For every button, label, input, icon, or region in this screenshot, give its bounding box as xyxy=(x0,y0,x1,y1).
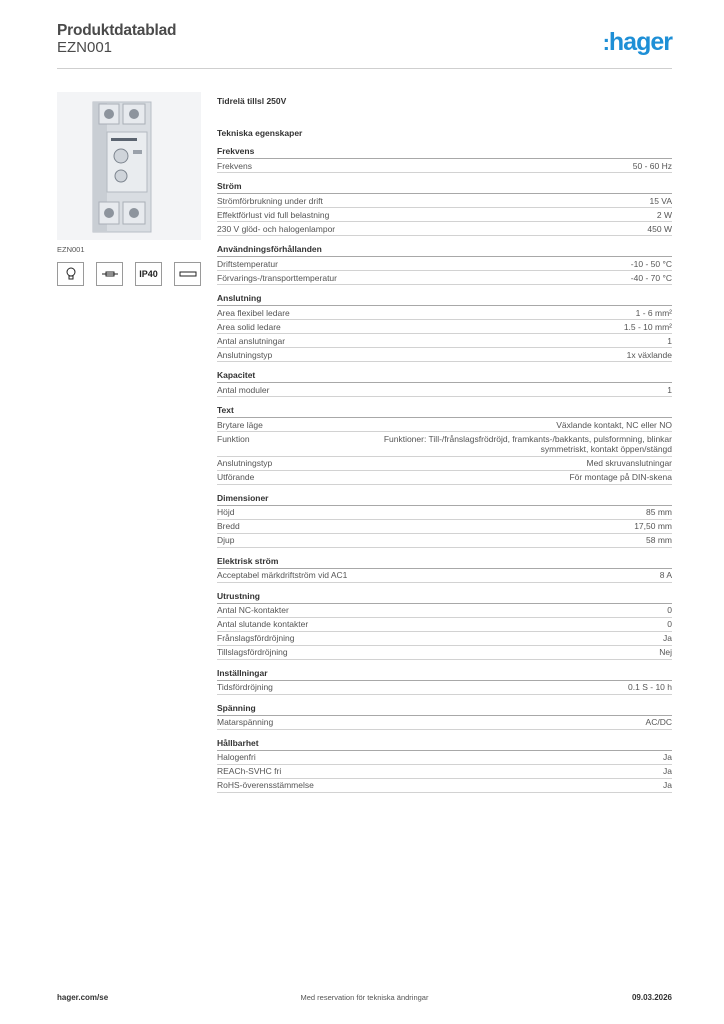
spec-value: 50 - 60 Hz xyxy=(632,160,672,171)
spec-label: 230 V glöd- och halogenlampor xyxy=(217,223,336,234)
footer-date: 09.03.2026 xyxy=(631,993,672,1002)
spec-row xyxy=(217,681,672,695)
spec-value: 15 VA xyxy=(649,195,672,206)
spec-group-title: Frekvens xyxy=(217,146,672,159)
spec-row xyxy=(217,418,672,432)
spec-label: Acceptabel märkdriftström vid AC1 xyxy=(217,570,348,580)
spec-value: 17,50 mm xyxy=(634,521,672,531)
spec-row xyxy=(217,765,672,779)
page-footer xyxy=(57,993,672,1007)
spec-value: AC/DC xyxy=(645,717,672,727)
spec-value: Ja xyxy=(663,780,672,790)
spec-row xyxy=(217,194,672,208)
spec-row xyxy=(217,569,672,583)
spec-label: Halogenfri xyxy=(217,752,256,762)
spec-label: Matarspänning xyxy=(217,717,274,727)
ip-rating-icon: IP40 xyxy=(135,262,162,286)
spec-group xyxy=(217,370,672,397)
spec-label: Area solid ledare xyxy=(217,321,281,332)
spec-label: Effektförlust vid full belastning xyxy=(217,209,330,220)
spec-group xyxy=(217,703,672,730)
spec-value: -10 - 50 °C xyxy=(630,258,672,269)
spec-row xyxy=(217,159,672,173)
spec-group xyxy=(217,556,672,583)
spec-group-title: Spänning xyxy=(217,703,672,716)
spec-row xyxy=(217,534,672,548)
spec-row xyxy=(217,457,672,471)
spec-label: REACh-SVHC fri xyxy=(217,766,282,776)
spec-row xyxy=(217,618,672,632)
spec-label: Frånslagsfördröjning xyxy=(217,633,295,643)
spec-panel xyxy=(217,96,672,793)
spec-group-title: Hållbarhet xyxy=(217,738,672,751)
spec-value: Ja xyxy=(663,633,672,643)
spec-label: Tidsfördröjning xyxy=(217,682,273,692)
spec-group-title: Användningsförhållanden xyxy=(217,244,672,257)
footer-website: hager.com/se xyxy=(57,993,109,1002)
spec-label: Antal moduler xyxy=(217,384,270,395)
product-image xyxy=(57,92,201,240)
spec-groups xyxy=(217,146,672,793)
spec-group xyxy=(217,405,672,485)
spec-group-title: Kapacitet xyxy=(217,370,672,383)
spec-value: Med skruvanslutningar xyxy=(586,458,672,468)
relay-device-icon xyxy=(57,92,201,240)
spec-label: Anslutningstyp xyxy=(217,349,273,360)
spec-group xyxy=(217,146,672,173)
spec-value: 1.5 - 10 mm² xyxy=(623,321,672,332)
spec-group-title: Elektrisk ström xyxy=(217,556,672,569)
spec-row xyxy=(217,271,672,285)
spec-row xyxy=(217,716,672,730)
spec-value: 2 W xyxy=(656,209,672,220)
spec-row xyxy=(217,383,672,397)
feature-icons xyxy=(57,262,207,288)
spec-value: Funktioner: Till-/frånslagsfrödröjd, framkants-/bakkants, pulsformning, blinkar symmetriskt, kontakt öppen/stängd xyxy=(383,433,672,454)
spec-value: 1x växlande xyxy=(626,349,672,360)
spec-row xyxy=(217,432,672,457)
product-code: EZN001 xyxy=(57,39,113,56)
spec-label: Tillslagsfördröjning xyxy=(217,647,288,657)
spec-label: Höjd xyxy=(217,507,235,517)
section-heading: Tekniska egenskaper xyxy=(217,128,303,138)
spec-row xyxy=(217,604,672,618)
spec-label: Funktion xyxy=(217,433,250,444)
spec-group xyxy=(217,668,672,695)
footer-disclaimer: Med reservation för tekniska ändringar xyxy=(300,993,429,1002)
spec-value: Ja xyxy=(663,766,672,776)
spec-value: Nej xyxy=(659,647,672,657)
spec-row xyxy=(217,779,672,793)
spec-group-title: Inställningar xyxy=(217,668,672,681)
product-panel xyxy=(57,92,201,279)
spec-value: För montage på DIN-skena xyxy=(569,472,672,482)
spec-row xyxy=(217,520,672,534)
lamp-icon xyxy=(57,262,84,286)
spec-row xyxy=(217,208,672,222)
product-title: Tidrelä tillsl 250V xyxy=(217,96,287,106)
spec-label: Area flexibel ledare xyxy=(217,307,290,318)
spec-group xyxy=(217,181,672,236)
page-header xyxy=(57,20,672,69)
spec-label: Förvarings-/transporttemperatur xyxy=(217,272,337,283)
spec-label: RoHS-överensstämmelse xyxy=(217,780,314,790)
spec-value: 0 xyxy=(667,605,672,615)
spec-group xyxy=(217,293,672,362)
spec-group-title: Text xyxy=(217,405,672,418)
spec-label: Utförande xyxy=(217,472,255,482)
spec-label: Anslutningstyp xyxy=(217,458,273,468)
spec-label: Strömförbrukning under drift xyxy=(217,195,323,206)
spec-label: Antal slutande kontakter xyxy=(217,619,309,629)
spec-value: 1 xyxy=(667,384,672,395)
spec-value: 8 A xyxy=(659,570,672,580)
spec-label: Bredd xyxy=(217,521,240,531)
spec-row xyxy=(217,320,672,334)
spec-group-title: Dimensioner xyxy=(217,493,672,506)
spec-row xyxy=(217,471,672,485)
spec-group xyxy=(217,591,672,660)
spec-row xyxy=(217,751,672,765)
spec-group xyxy=(217,244,672,285)
spec-value: Ja xyxy=(663,752,672,762)
spec-label: Antal anslutningar xyxy=(217,335,286,346)
spec-group-title: Utrustning xyxy=(217,591,672,604)
spec-label: Djup xyxy=(217,535,235,545)
brand-logo-text: hager xyxy=(608,28,672,56)
spec-row xyxy=(217,632,672,646)
spec-row xyxy=(217,506,672,520)
spec-group xyxy=(217,493,672,548)
spec-label: Antal NC-kontakter xyxy=(217,605,289,615)
spec-value: 450 W xyxy=(647,223,672,234)
din-rail-icon xyxy=(174,262,201,286)
spec-row xyxy=(217,222,672,236)
spec-row xyxy=(217,334,672,348)
spec-label: Brytare läge xyxy=(217,419,263,430)
spec-group xyxy=(217,738,672,793)
spec-value: 0.1 S - 10 h xyxy=(628,682,672,692)
spec-group-title: Ström xyxy=(217,181,672,194)
image-caption: EZN001 xyxy=(57,245,85,254)
spec-row xyxy=(217,257,672,271)
spec-value: Växlande kontakt, NC eller NO xyxy=(556,419,672,430)
spec-group-title: Anslutning xyxy=(217,293,672,306)
spec-row xyxy=(217,646,672,660)
spec-value: 1 xyxy=(667,335,672,346)
spec-value: 85 mm xyxy=(646,507,672,517)
spec-value: 58 mm xyxy=(646,535,672,545)
cable-icon xyxy=(96,262,123,286)
spec-label: Driftstemperatur xyxy=(217,258,278,269)
spec-value: 0 xyxy=(667,619,672,629)
spec-label: Frekvens xyxy=(217,160,252,171)
spec-value: 1 - 6 mm² xyxy=(635,307,672,318)
spec-value: -40 - 70 °C xyxy=(630,272,672,283)
spec-row xyxy=(217,306,672,320)
spec-row xyxy=(217,348,672,362)
document-title: Produktdatablad xyxy=(57,22,177,39)
brand-logo: :hager xyxy=(602,28,672,56)
